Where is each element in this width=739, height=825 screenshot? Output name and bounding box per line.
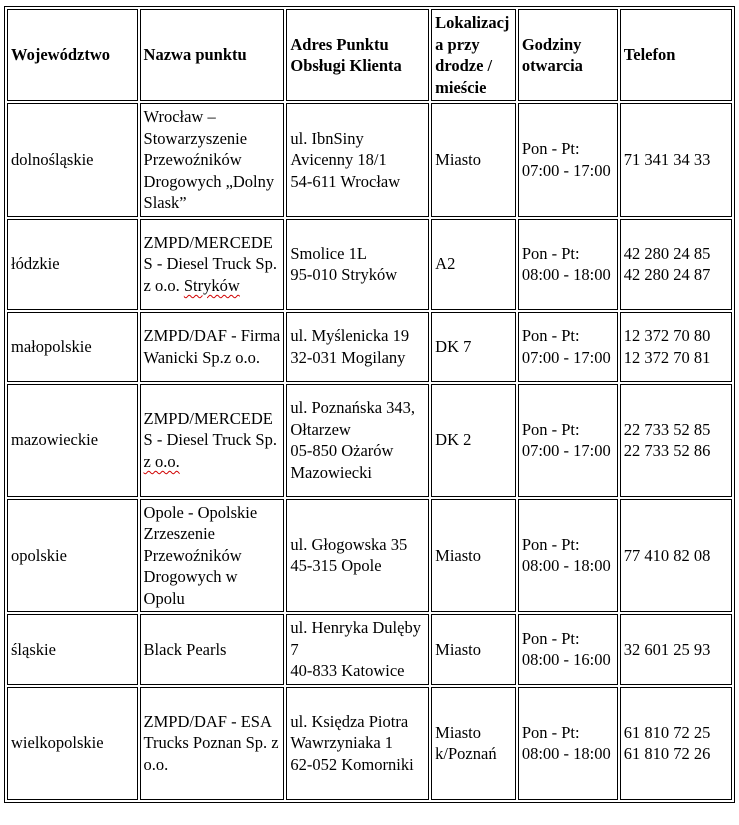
- cell-lokalizacja: Miasto: [431, 103, 516, 217]
- table-row: [7, 312, 732, 382]
- header-adres: Adres Punktu Obsługi Klienta: [286, 9, 429, 101]
- cell-telefon: 71 341 34 33: [620, 103, 732, 217]
- header-wojewodztwo: Województwo: [7, 9, 138, 101]
- cell-wojewodztwo: wielkopolskie: [7, 687, 138, 800]
- cell-telefon: 12 372 70 80 12 372 70 81: [620, 312, 732, 382]
- header-telefon: Telefon: [620, 9, 732, 101]
- cell-wojewodztwo: mazowieckie: [7, 384, 138, 497]
- cell-godziny: Pon - Pt: 07:00 - 17:00: [518, 103, 618, 217]
- cell-lokalizacja: Miasto: [431, 614, 516, 685]
- header-godziny: Godziny otwarcia: [518, 9, 618, 101]
- cell-godziny: Pon - Pt: 07:00 - 17:00: [518, 312, 618, 382]
- cell-telefon: 61 810 72 25 61 810 72 26: [620, 687, 732, 800]
- cell-godziny: Pon - Pt: 08:00 - 18:00: [518, 219, 618, 310]
- spellcheck-underlined-text: z o.o.: [143, 451, 180, 471]
- cell-adres: ul. Henryka Dulęby 7 40-833 Katowice: [286, 614, 429, 685]
- header-nazwa-punktu: Nazwa punktu: [140, 9, 285, 101]
- cell-godziny: Pon - Pt: 08:00 - 18:00: [518, 687, 618, 800]
- cell-lokalizacja: A2: [431, 219, 516, 310]
- cell-lokalizacja: Miasto k/Poznań: [431, 687, 516, 800]
- nazwa-text: ZMPD/MERCEDES - Diesel Truck Sp. z o.o.: [143, 232, 277, 295]
- cell-godziny: Pon - Pt: 08:00 - 16:00: [518, 614, 618, 685]
- cell-adres: ul. Poznańska 343, Ołtarzew 05-850 Ożarów Mazowiecki: [286, 384, 429, 497]
- cell-nazwa: [140, 219, 285, 310]
- cell-lokalizacja: DK 2: [431, 384, 516, 497]
- service-points-table-wrapper: [4, 6, 735, 803]
- cell-telefon: 77 410 82 08: [620, 499, 732, 613]
- cell-adres: ul. Księdza Piotra Wawrzyniaka 1 62-052 Komorniki: [286, 687, 429, 800]
- cell-nazwa: Black Pearls: [140, 614, 285, 685]
- cell-godziny: Pon - Pt: 08:00 - 18:00: [518, 499, 618, 613]
- cell-wojewodztwo: opolskie: [7, 499, 138, 613]
- cell-lokalizacja: Miasto: [431, 499, 516, 613]
- header-lokalizacja: Lokalizacja przy drodze / mieście: [431, 9, 516, 101]
- nazwa-text: ZMPD/MERCEDES - Diesel Truck Sp.: [143, 408, 277, 450]
- table-header-row: [7, 9, 732, 101]
- table-row: [7, 687, 732, 800]
- cell-adres: ul. IbnSiny Avicenny 18/1 54-611 Wrocław: [286, 103, 429, 217]
- cell-wojewodztwo: łódzkie: [7, 219, 138, 310]
- cell-wojewodztwo: dolnośląskie: [7, 103, 138, 217]
- table-row: [7, 499, 732, 613]
- table-row: [7, 103, 732, 217]
- table-row: [7, 384, 732, 497]
- cell-nazwa: ZMPD/DAF - ESA Trucks Poznan Sp. z o.o.: [140, 687, 285, 800]
- spellcheck-underlined-text: Stryków: [183, 275, 240, 295]
- table-row: [7, 219, 732, 310]
- cell-nazwa: Wrocław – Stowarzyszenie Przewoźników Drogowych „Dolny Slask”: [140, 103, 285, 217]
- cell-nazwa: Opole - Opolskie Zrzeszenie Przewoźników Drogowych w Opolu: [140, 499, 285, 613]
- cell-telefon: 42 280 24 85 42 280 24 87: [620, 219, 732, 310]
- cell-wojewodztwo: małopolskie: [7, 312, 138, 382]
- cell-adres: Smolice 1L 95-010 Stryków: [286, 219, 429, 310]
- cell-godziny: Pon - Pt: 07:00 - 17:00: [518, 384, 618, 497]
- cell-telefon: 22 733 52 85 22 733 52 86: [620, 384, 732, 497]
- service-points-table: [4, 6, 735, 803]
- cell-lokalizacja: DK 7: [431, 312, 516, 382]
- cell-nazwa: [140, 384, 285, 497]
- cell-nazwa: ZMPD/DAF - Firma Wanicki Sp.z o.o.: [140, 312, 285, 382]
- table-row: [7, 614, 732, 685]
- cell-adres: ul. Myślenicka 19 32-031 Mogilany: [286, 312, 429, 382]
- cell-telefon: 32 601 25 93: [620, 614, 732, 685]
- cell-wojewodztwo: śląskie: [7, 614, 138, 685]
- cell-adres: ul. Głogowska 35 45-315 Opole: [286, 499, 429, 613]
